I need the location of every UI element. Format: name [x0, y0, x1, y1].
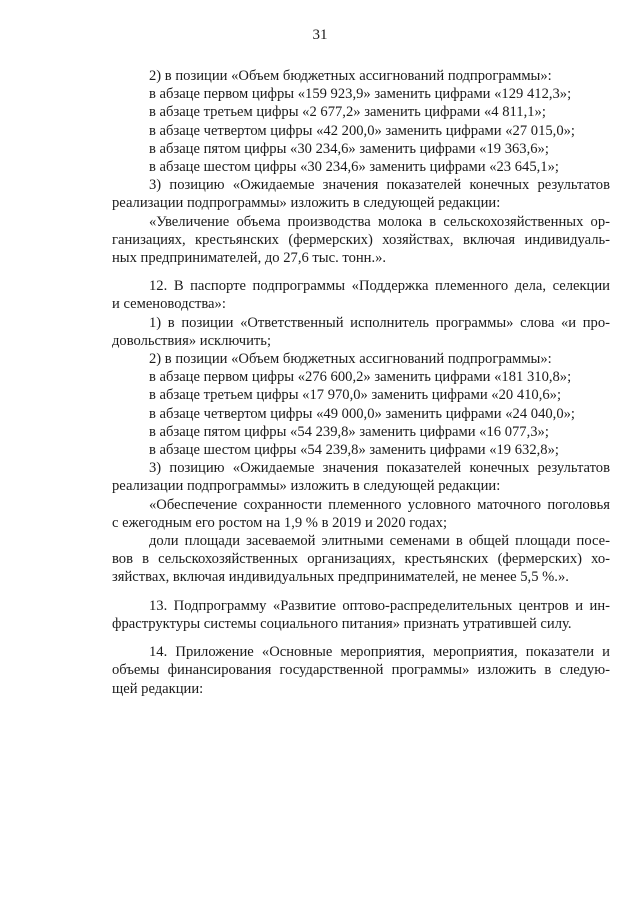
text-line: щей редакции: [112, 680, 204, 697]
text-line: и семеноводства»: [112, 296, 226, 313]
text-line: 1) в позиции «Ответственный исполнитель программы» слова «и про- [149, 314, 610, 331]
text-line: в абзаце первом цифры «276 600,2» заменить цифрами «181 310,8»; [149, 369, 572, 386]
text-line: в абзаце пятом цифры «54 239,8» заменить цифрами «16 077,3»; [149, 423, 549, 440]
text-line: в абзаце четвертом цифры «42 200,0» заменить цифрами «27 015,0»; [149, 122, 575, 139]
text-line: ных предпринимателей, до 27,6 тыс. тонн.». [112, 250, 387, 267]
text-line: ганизациях, крестьянских (фермерских) хозяйствах, включая индивидуаль- [112, 231, 610, 248]
text-line: объемы финансирования государственной программы» изложить в следую- [112, 662, 610, 679]
text-line: в абзаце пятом цифры «30 234,6» заменить цифрами «19 363,6»; [149, 140, 549, 157]
text-line: в абзаце третьем цифры «2 677,2» заменить цифрами «4 811,1»; [149, 104, 546, 121]
text-line: в абзаце четвертом цифры «49 000,0» заменить цифрами «24 040,0»; [149, 405, 575, 422]
text-line: зяйствах, включая индивидуальных предпринимателей, не менее 5,5 %.». [112, 569, 569, 586]
text-line: 2) в позиции «Объем бюджетных ассигнований подпрограммы»: [149, 351, 552, 368]
text-line: фраструктуры системы социального питания» признать утратившей силу. [112, 615, 572, 632]
text-line: доли площади засеваемой элитными семенами в общей площади посе- [149, 533, 610, 550]
text-line: вов в сельскохозяйственных организациях, крестьянских (фермерских) хо- [112, 551, 610, 568]
text-line: с ежегодным его ростом на 1,9 % в 2019 и 2020 годах; [112, 514, 448, 531]
text-line: в абзаце первом цифры «159 923,9» заменить цифрами «129 412,3»; [149, 86, 572, 103]
text-line: 3) позицию «Ожидаемые значения показателей конечных результатов [149, 460, 610, 477]
text-line: довольствия» исключить; [112, 332, 272, 349]
text-line: 2) в позиции «Объем бюджетных ассигнований подпрограммы»: [149, 68, 552, 84]
text-line: реализации подпрограммы» изложить в следующей редакции: [112, 478, 501, 495]
text-line: 14. Приложение «Основные мероприятия, мероприятия, показатели и [149, 644, 610, 661]
text-line: 3) позицию «Ожидаемые значения показателей конечных результатов [149, 177, 610, 194]
text-line: в абзаце третьем цифры «17 970,0» заменить цифрами «20 410,6»; [149, 387, 562, 404]
text-line: в абзаце шестом цифры «30 234,6» заменить цифрами «23 645,1»; [149, 159, 559, 176]
text-line: 12. В паспорте подпрограммы «Поддержка племенного дела, селекции [149, 278, 610, 295]
text-line: реализации подпрограммы» изложить в следующей редакции: [112, 195, 501, 212]
text-line: в абзаце шестом цифры «54 239,8» заменить цифрами «19 632,8»; [149, 442, 559, 459]
document-body [112, 67, 610, 698]
page-number: 31 [312, 27, 328, 43]
text-line: 13. Подпрограмму «Развитие оптово-распределительных центров и ин- [149, 597, 610, 614]
text-line: «Обеспечение сохранности племенного условного маточного поголовья [149, 496, 610, 513]
text-line: «Увеличение объема производства молока в сельскохозяйственных ор- [149, 213, 610, 230]
